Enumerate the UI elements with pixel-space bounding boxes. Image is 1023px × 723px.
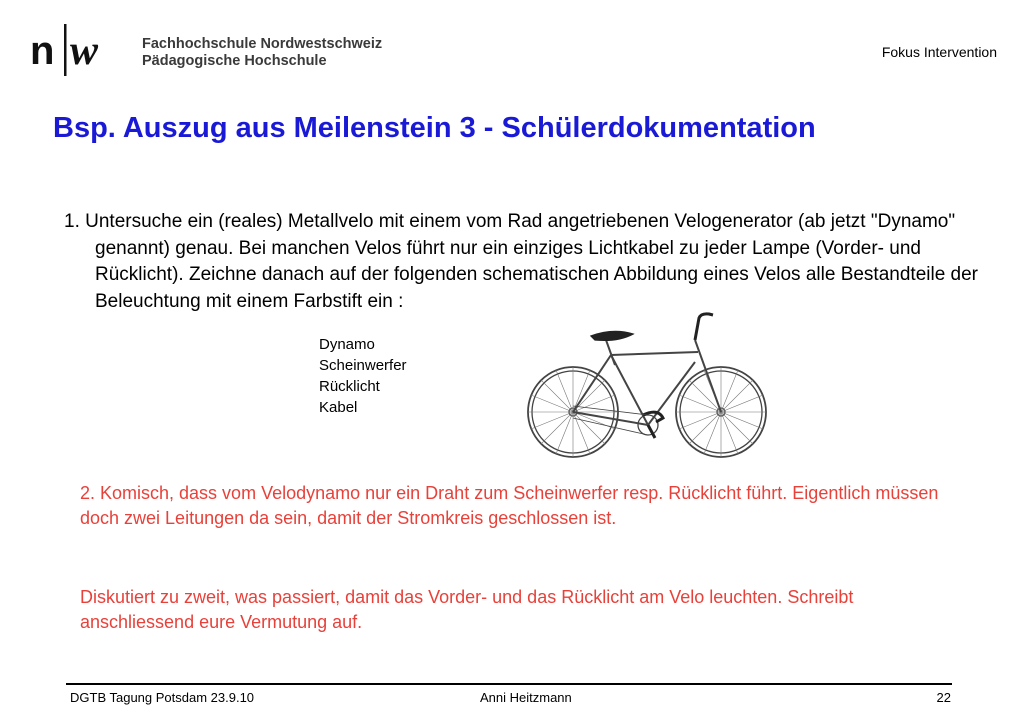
svg-text:w: w [70,28,99,74]
institution-line2: Pädagogische Hochschule [142,53,327,69]
task-2-text: 2. Komisch, dass vom Velodynamo nur ein Draht zum Scheinwerfer resp. Rücklicht führt. Eigentlich müssen doch zwei Leitungen da sein, damit der Stromkreis geschlossen ist. [80,483,939,528]
label-ruecklicht: Rücklicht [319,378,380,395]
label-dynamo: Dynamo [319,336,375,353]
label-kabel: Kabel [319,399,358,416]
bicycle-drawing [523,310,773,470]
fhnw-logo [30,24,130,76]
svg-text:n: n [30,29,55,73]
topic-label: Fokus Intervention [881,44,997,60]
page-number: 22 [936,690,951,705]
footer-divider [66,683,952,685]
handlebar [695,314,713,340]
institution-line1: Fachhochschule Nordwestschweiz [142,36,383,52]
saddle [591,331,633,340]
slide-title: Bsp. Auszug aus Meilenstein 3 - Schülerdokumentation [53,112,816,144]
institution-name [142,36,382,70]
footer-author: Anni Heitzmann [480,690,572,705]
label-scheinwerfer: Scheinwerfer [319,357,407,374]
component-labels [319,334,414,418]
discussion-text: Diskutiert zu zweit, was passiert, damit das Vorder- und das Rücklicht am Velo leuchten. Schreibt anschliessend eure Vermutung auf. [80,587,854,632]
footer-event: DGTB Tagung Potsdam 23.9.10 [70,690,255,705]
task-1-text: 1. Untersuche ein (reales) Metallvelo mit einem vom Rad angetriebenen Velogenerator (ab jetzt "Dynamo" genannt) genau. Bei manchen Velos führt nur ein einziges Lichtkabel zu jeder Lampe (Vorder- und Rücklicht). Zeichne danach auf der folgenden schematischen Abbildung eines Velos alle Bestandteile der Beleuchtung mit einem Farbstift ein : [64,211,979,312]
